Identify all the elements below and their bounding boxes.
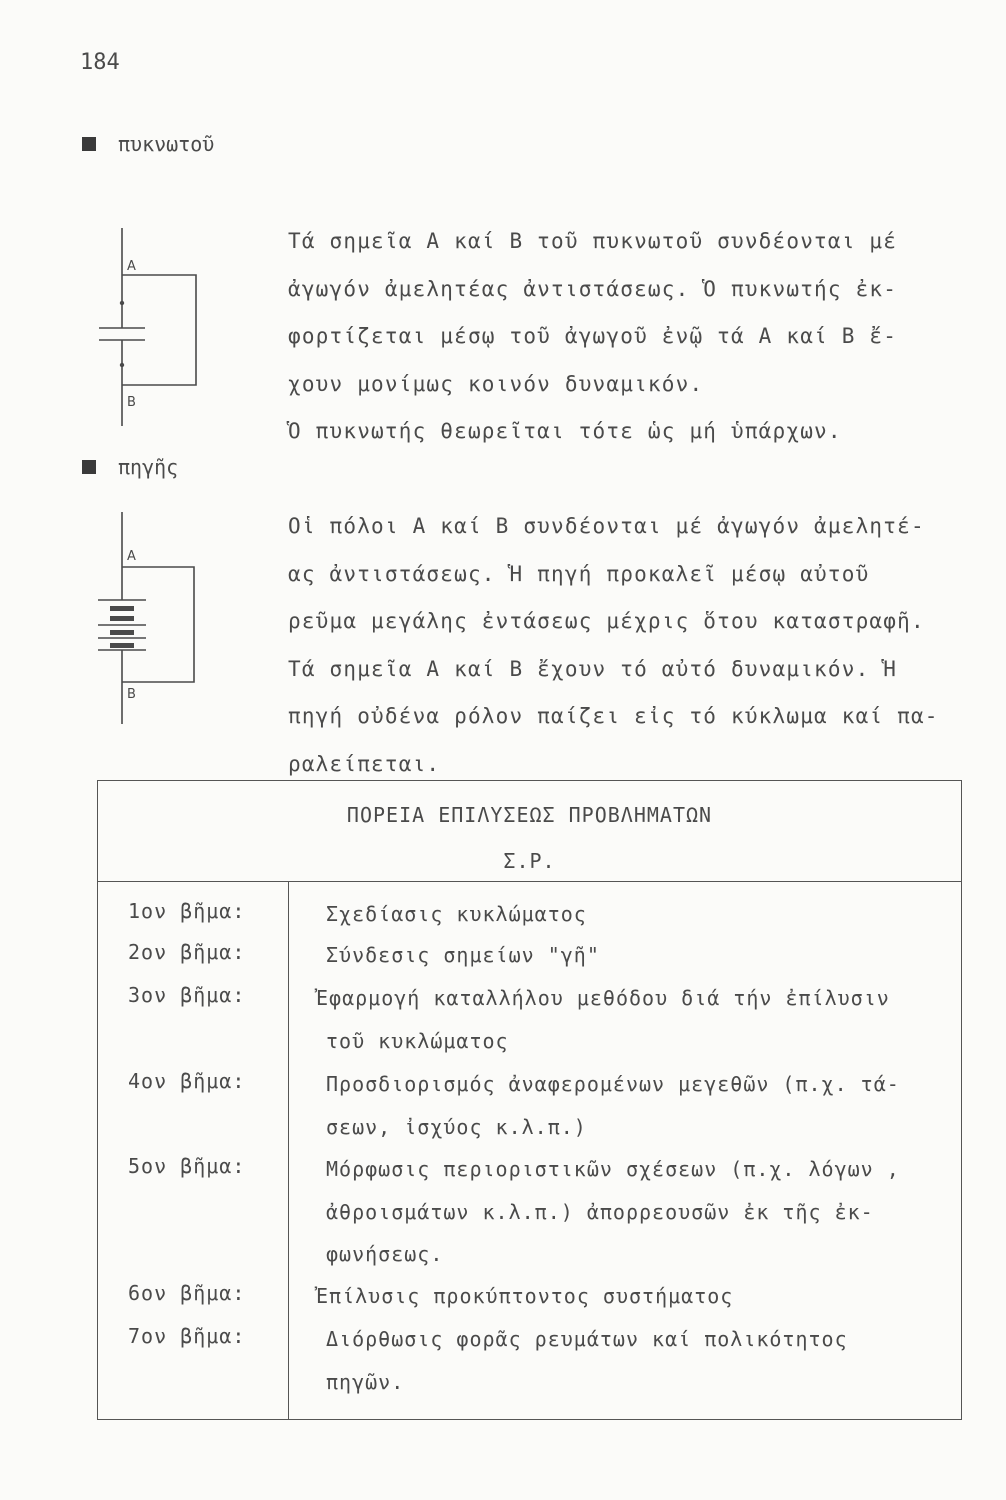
step-line: σεων, ἰσχύος κ.λ.π.) bbox=[326, 1114, 587, 1139]
capacitor-line: φορτίζεται μέσῳ τοῦ ἀγωγοῦ ἐνῷ τά A καί B ἔ- bbox=[288, 324, 898, 348]
step-line: πηγῶν. bbox=[326, 1369, 405, 1394]
source-heading bbox=[82, 455, 178, 479]
capacitor-paragraph bbox=[288, 218, 897, 456]
source-line: Οἱ πόλοι A καί B συνδέονται μέ ἀγωγόν ἀμελητέ- bbox=[288, 514, 925, 538]
capacitor-label-b: B bbox=[127, 395, 136, 410]
step-line: Διόρθωσις φορᾶς ρευμάτων καί πολικότητος bbox=[326, 1327, 848, 1351]
source-line: ας ἀντιστάσεως. Ἡ πηγή προκαλεῖ μέσῳ αὐτοῦ bbox=[288, 561, 870, 586]
capacitor-line: ἀγωγόν ἀμελητέας ἀντιστάσεως. Ὁ πυκνωτής ἐκ- bbox=[288, 276, 898, 301]
source-label-b: B bbox=[127, 687, 136, 702]
step-description bbox=[316, 977, 890, 1062]
source-paragraph bbox=[288, 503, 939, 788]
battery-cell-plate bbox=[110, 606, 134, 611]
step-line: Μόρφωσις περιοριστικῶν σχέσεων (π.χ. λόγων , bbox=[326, 1157, 900, 1181]
battery-cell-plate bbox=[110, 630, 134, 635]
step-label: 2ον βῆμα: bbox=[128, 940, 246, 964]
step-description bbox=[326, 1318, 848, 1403]
table-title: ΠΟΡΕΙΑ ΕΠΙΛΥΣΕΩΣ ΠΡΟΒΛΗΜΑΤΩΝ bbox=[346, 803, 713, 827]
capacitor-shorting-wire bbox=[122, 275, 196, 385]
step-description bbox=[316, 1275, 733, 1318]
table-subtitle: Σ.Ρ. bbox=[503, 849, 556, 873]
step-line: φωνήσεως. bbox=[326, 1242, 444, 1266]
step-label: 6ον βῆμα: bbox=[128, 1281, 246, 1305]
battery-cell-plate bbox=[110, 643, 134, 648]
step-line: Σχεδίασις κυκλώματος bbox=[326, 902, 587, 926]
bullet-square-icon bbox=[82, 460, 96, 474]
step-label: 5ον βῆμα: bbox=[128, 1154, 246, 1178]
source-line: ραλείπεται. bbox=[288, 751, 441, 776]
step-description bbox=[326, 934, 600, 977]
table-header-divider bbox=[98, 881, 961, 882]
step-label: 1ον βῆμα: bbox=[128, 899, 246, 923]
capacitor-line: Ὁ πυκνωτής θεωρεῖται τότε ὡς μή ὑπάρχων. bbox=[288, 419, 842, 443]
bullet-square-icon bbox=[82, 137, 96, 151]
step-description bbox=[326, 1063, 900, 1148]
step-description bbox=[326, 1148, 900, 1276]
step-line: Σύνδεσις σημείων "γῆ" bbox=[326, 943, 600, 967]
capacitor-line: Τά σημεῖα A καί B τοῦ πυκνωτοῦ συνδέονται μέ bbox=[288, 229, 898, 253]
step-line: Ἐπίλυσις προκύπτοντος συστήματος bbox=[316, 1284, 734, 1308]
step-label: 3ον βῆμα: bbox=[128, 983, 246, 1007]
step-label: 4ον βῆμα: bbox=[128, 1069, 246, 1093]
source-short-circuit-diagram bbox=[92, 512, 207, 727]
source-line: ρεῦμα μεγάλης ἐντάσεως μέχρις ὅτου καταστραφῆ. bbox=[288, 609, 925, 633]
step-line: Προσδιορισμός ἀναφερομένων μεγεθῶν (π.χ. τά- bbox=[326, 1072, 900, 1096]
step-line: τοῦ κυκλώματος bbox=[326, 1028, 509, 1053]
source-line: Τά σημεῖα A καί B ἔχουν τό αὐτό δυναμικόν. Ἡ bbox=[288, 656, 898, 681]
source-heading-text: πηγῆς bbox=[118, 455, 179, 479]
step-line: ἀθροισμάτων κ.λ.π.) ἀπορρεουσῶν ἐκ τῆς ἐκ- bbox=[326, 1199, 874, 1224]
page-number: 184 bbox=[80, 50, 120, 75]
capacitor-label-a: A bbox=[127, 259, 136, 274]
step-description bbox=[326, 893, 587, 936]
capacitor-heading bbox=[82, 132, 214, 156]
step-line: Ἐφαρμογή καταλλήλου μεθόδου διά τήν ἐπίλυσιν bbox=[316, 986, 890, 1010]
step-label: 7ον βῆμα: bbox=[128, 1324, 246, 1348]
capacitor-short-circuit-diagram bbox=[92, 228, 207, 428]
battery-cell-plate bbox=[110, 616, 134, 621]
source-label-a: A bbox=[127, 549, 136, 564]
capacitor-line: χουν μονίμως κοινόν δυναμικόν. bbox=[288, 371, 704, 396]
source-line: πηγή οὐδένα ρόλον παίζει εἰς τό κύκλωμα καί πα- bbox=[288, 704, 939, 728]
table-column-divider bbox=[288, 881, 289, 1419]
procedure-table bbox=[97, 780, 962, 1420]
capacitor-heading-text: πυκνωτοῦ bbox=[118, 132, 215, 156]
